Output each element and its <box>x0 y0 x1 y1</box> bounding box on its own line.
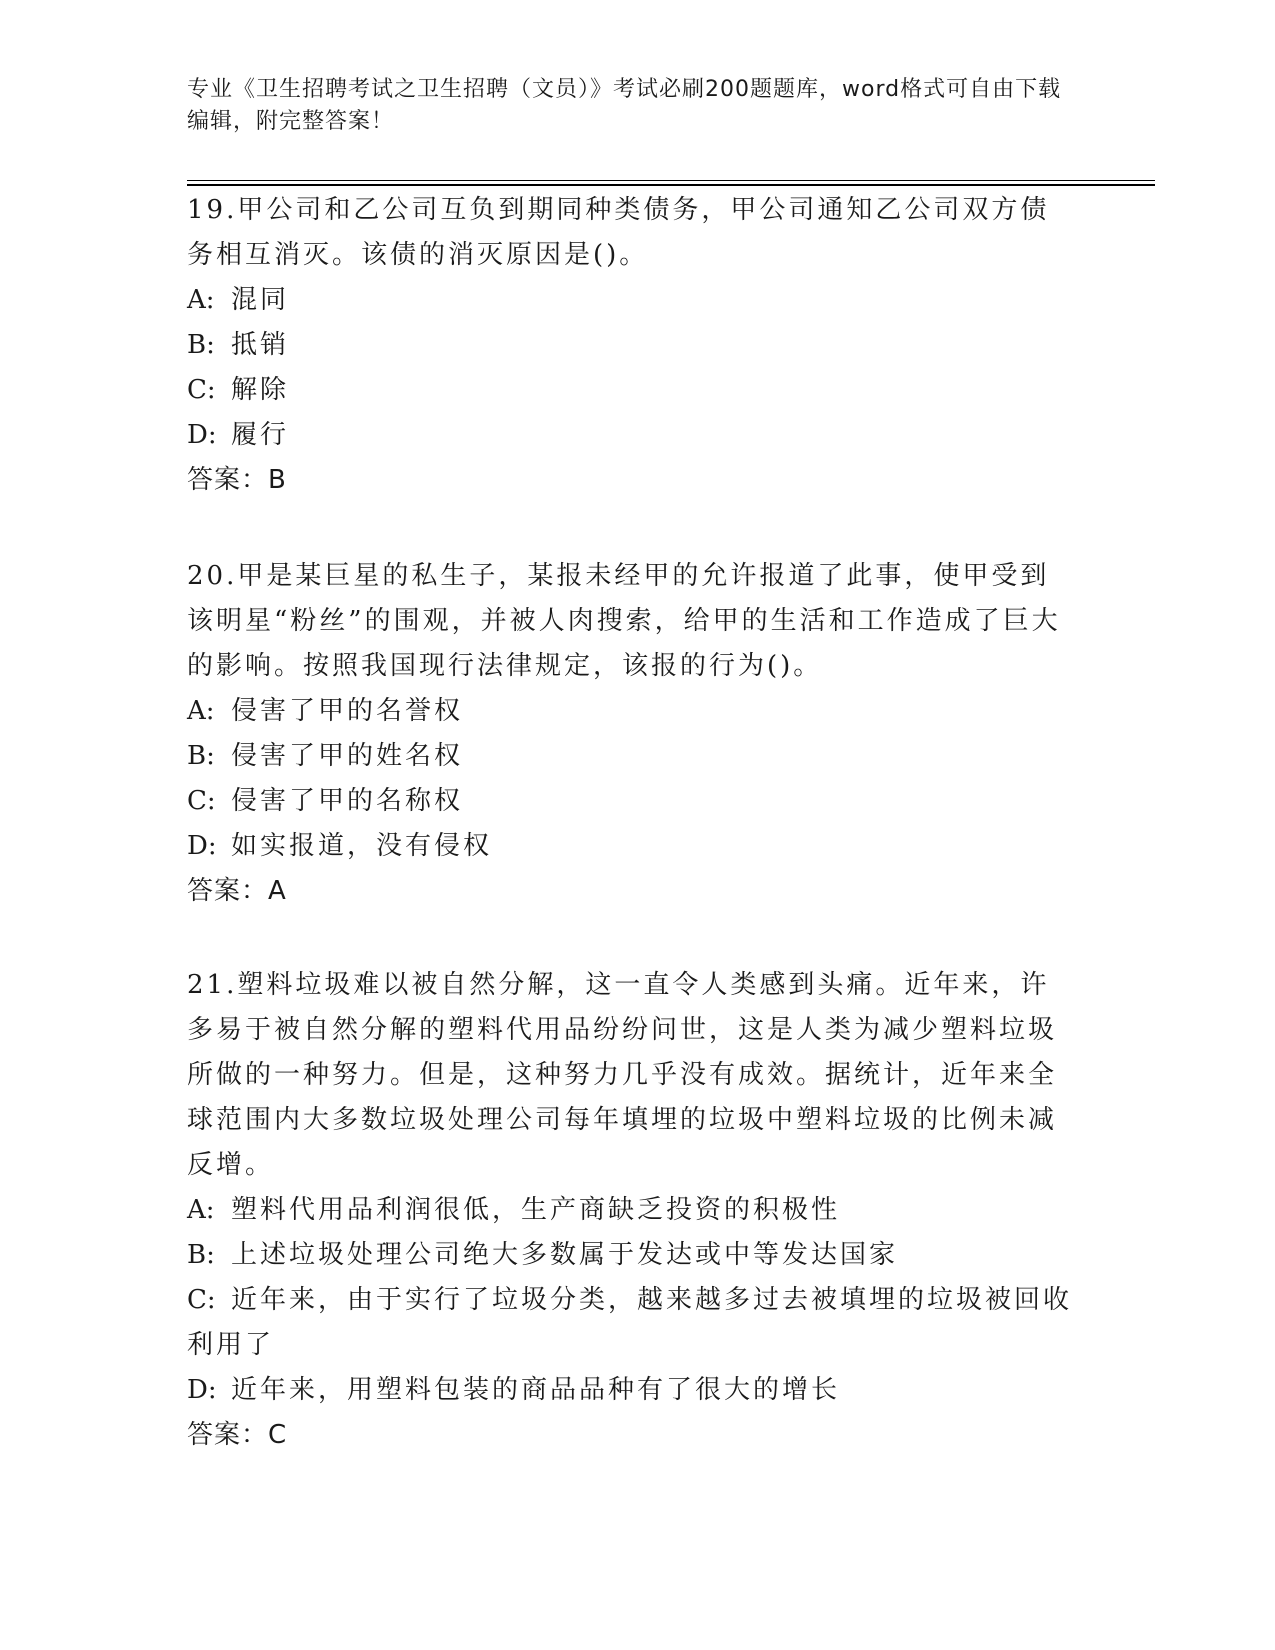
header-divider-thick <box>187 184 1155 186</box>
option-label: C: <box>187 375 216 405</box>
option-d <box>187 824 1077 869</box>
option-label: C: <box>187 1285 216 1315</box>
option-text: 近年来，用塑料包装的商品品种有了很大的增长 <box>231 1375 841 1405</box>
option-d <box>187 413 1077 458</box>
option-b <box>187 734 1077 779</box>
option-label: D: <box>187 420 217 450</box>
option-d <box>187 1368 1077 1413</box>
option-label: B: <box>187 741 215 771</box>
option-label: C: <box>187 786 216 816</box>
option-label: D: <box>187 1375 217 1405</box>
option-label: B: <box>187 330 215 360</box>
option-text: 侵害了甲的姓名权 <box>231 741 464 771</box>
option-a <box>187 689 1077 734</box>
document-header: 专业《卫生招聘考试之卫生招聘（文员）》考试必刷200题题库，word格式可自由下载编辑，附完整答案！ <box>187 77 1062 134</box>
question-20 <box>187 554 1077 914</box>
option-text: 上述垃圾处理公司绝大多数属于发达或中等发达国家 <box>231 1240 899 1270</box>
option-text: 履行 <box>231 420 290 450</box>
answer-line: 答案：C <box>187 1420 288 1450</box>
question-19 <box>187 188 1077 503</box>
header-divider-thin <box>187 180 1155 181</box>
question-stem: 21.塑料垃圾难以被自然分解，这一直令人类感到头痛。近年来，许多易于被自然分解的塑料代用品纷纷问世，这是人类为减少塑料垃圾所做的一种努力。但是，这种努力几乎没有成效。据统计，近年来全球范围内大多数垃圾处理公司每年填埋的垃圾中塑料垃圾的比例未减反增。 <box>187 970 1058 1180</box>
option-b <box>187 323 1077 368</box>
option-text: 解除 <box>231 375 290 405</box>
answer-line: 答案：B <box>187 465 287 495</box>
answer-line: 答案：A <box>187 876 287 906</box>
option-text: 如实报道，没有侵权 <box>231 831 493 861</box>
option-text: 侵害了甲的名誉权 <box>231 696 464 726</box>
option-text: 近年来，由于实行了垃圾分类，越来越多过去被填埋的垃圾被回收利用了 <box>187 1285 1073 1360</box>
option-c <box>187 1278 1077 1368</box>
option-text: 侵害了甲的名称权 <box>231 786 464 816</box>
option-c <box>187 779 1077 824</box>
option-label: B: <box>187 1240 215 1270</box>
option-text: 抵销 <box>231 330 290 360</box>
question-stem: 20.甲是某巨星的私生子，某报未经甲的允许报道了此事，使甲受到该明星“粉丝”的围观，并被人肉搜索，给甲的生活和工作造成了巨大的影响。按照我国现行法律规定，该报的行为()。 <box>187 561 1061 681</box>
option-c <box>187 368 1077 413</box>
option-text: 混同 <box>231 285 290 315</box>
option-label: A: <box>187 696 215 726</box>
option-text: 塑料代用品利润很低，生产商缺乏投资的积极性 <box>231 1195 841 1225</box>
option-a <box>187 1188 1077 1233</box>
option-label: A: <box>187 285 215 315</box>
question-stem: 19.甲公司和乙公司互负到期同种类债务，甲公司通知乙公司双方债务相互消灭。该债的消灭原因是()。 <box>187 195 1050 270</box>
option-label: A: <box>187 1195 215 1225</box>
option-label: D: <box>187 831 217 861</box>
option-a <box>187 278 1077 323</box>
question-21 <box>187 963 1077 1458</box>
option-b <box>187 1233 1077 1278</box>
